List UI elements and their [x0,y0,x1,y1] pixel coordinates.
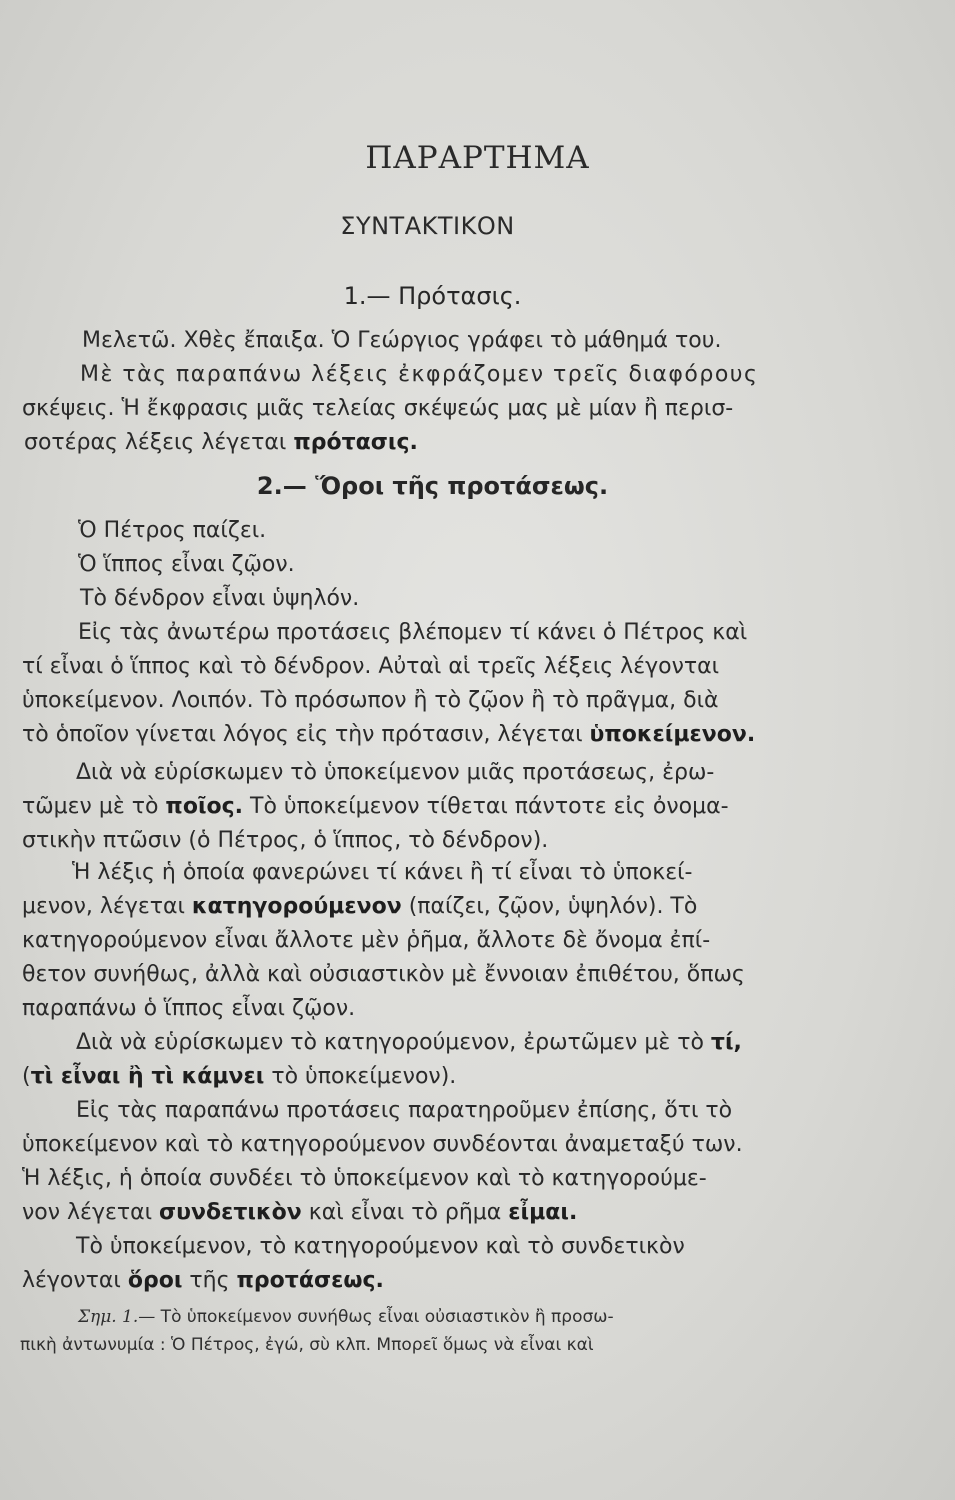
footnote-line: πικὴ ἀντωνυμία : Ὁ Πέτρος, ἐγώ, σὺ κλπ. Μπορεῖ ὅμως νὰ εἶναι καὶ [20,1335,594,1355]
text-line: Διὰ νὰ εὑρίσκωμεν τὸ κατηγορούμενον, ἐρωτῶμεν μὲ τὸ τί, [76,1030,742,1055]
text-line: θετον συνήθως, ἀλλὰ καὶ οὐσιαστικὸν μὲ ἔννοιαν ἐπιθέτου, ὅπως [22,962,745,987]
text-line: (τὶ εἶναι ἢ τὶ κάμνει τὸ ὑποκείμενον). [22,1064,457,1089]
text-line: τῶμεν μὲ τὸ ποῖος. Τὸ ὑποκείμενον τίθεται πάντοτε εἰς ὀνομα- [22,794,729,819]
page-title: ΠΑΡΑΡΤΗΜΑ [365,140,590,176]
text-line: στικὴν πτῶσιν (ὁ Πέτρος, ὁ ἵππος, τὸ δένδρον). [22,828,549,853]
text-line: σοτέρας λέξεις λέγεται πρότασις. [24,430,418,455]
text-line: Εἰς τὰς παραπάνω προτάσεις παρατηροῦμεν ἐπίσης, ὅτι τὸ [76,1098,733,1123]
text-line: Μὲ τὰς παραπάνω λέξεις ἐκφράζομεν τρεῖς διαφόρους [80,362,759,387]
text-line: Ἡ λέξις, ἡ ὁποία συνδέει τὸ ὑποκείμενον καὶ τὸ κατηγορούμε- [22,1166,707,1191]
text-line: ὑποκείμενον. Λοιπόν. Τὸ πρόσωπον ἢ τὸ ζῷον ἢ τὸ πρᾶγμα, διὰ [22,688,719,713]
section-heading-1: 1.— Πρότασις. [343,282,522,310]
text-line: Εἰς τὰς ἀνωτέρω προτάσεις βλέπομεν τί κάνει ὁ Πέτρος καὶ [78,620,748,645]
text-line: τί εἶναι ὁ ἵππος καὶ τὸ δένδρον. Αὐταὶ αἱ τρεῖς λέξεις λέγονται [22,654,720,679]
footnote-line: Σημ. 1.— Τὸ ὑποκείμενον συνήθως εἶναι οὐσιαστικὸν ἢ προσω- [78,1307,614,1327]
section-heading-2: 2.— Ὅροι τῆς προτάσεως. [256,472,609,500]
text-line: Μελετῶ. Χθὲς ἔπαιξα. Ὁ Γεώργιος γράφει τὸ μάθημά του. [82,328,722,353]
example-sentence: Ὁ ἵππος εἶναι ζῷον. [78,552,295,577]
text-line: λέγονται ὅροι τῆς προτάσεως. [22,1268,384,1293]
page-subtitle: ΣΥΝΤΑΚΤΙΚΟΝ [340,212,515,240]
text-line: σκέψεις. Ἡ ἔκφρασις μιᾶς τελείας σκέψεώς μας μὲ μίαν ἢ περισ- [22,396,734,421]
text-line: Ἡ λέξις ἡ ὁποία φανερώνει τί κάνει ἢ τί εἶναι τὸ ὑποκεί- [72,860,693,885]
example-sentence: Ὁ Πέτρος παίζει. [78,518,267,543]
footnote-label: Σημ. 1.— [78,1307,156,1327]
text-line: ὑποκείμενον καὶ τὸ κατηγορούμενον συνδέονται ἀναμεταξύ των. [22,1132,743,1157]
text-line: τὸ ὁποῖον γίνεται λόγος εἰς τὴν πρότασιν, λέγεται ὑποκείμενον. [22,722,756,747]
text-line: Τὸ ὑποκείμενον, τὸ κατηγορούμενον καὶ τὸ συνδετικὸν [76,1234,685,1259]
text-line: μενον, λέγεται κατηγορούμενον (παίζει, ζῷον, ὑψηλόν). Τὸ [22,894,698,919]
text-line: Διὰ νὰ εὑρίσκωμεν τὸ ὑποκείμενον μιᾶς προτάσεως, ἐρω- [76,760,715,785]
text-line: παραπάνω ὁ ἵππος εἶναι ζῷον. [22,996,356,1021]
text-line: κατηγορούμενον εἶναι ἄλλοτε μὲν ῥῆμα, ἄλλοτε δὲ ὄνομα ἐπί- [22,928,711,953]
example-sentence: Τὸ δένδρον εἶναι ὑψηλόν. [80,586,360,611]
text-line: νον λέγεται συνδετικὸν καὶ εἶναι τὸ ρῆμα εἶμαι. [22,1200,578,1225]
